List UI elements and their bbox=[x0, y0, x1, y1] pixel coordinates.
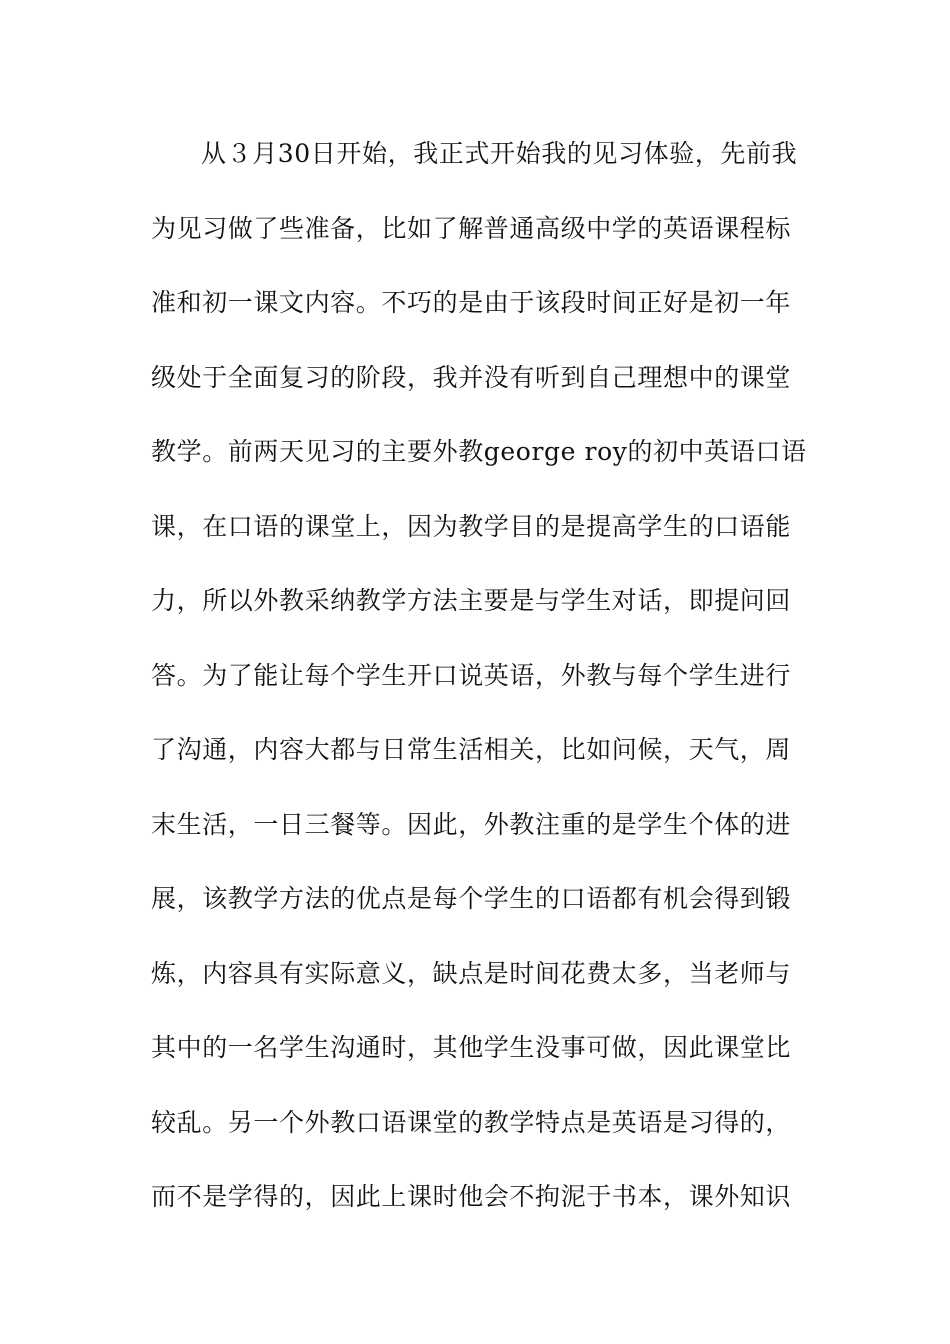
text-line: 末生活，一日三餐等。因此，外教注重的是学生个体的进 bbox=[151, 809, 792, 839]
text-line: 准和初一课文内容。不巧的是由于该段时间正好是初一年 bbox=[151, 288, 792, 317]
text-line: 从３月30日开始，我正式开始我的见习体验，先前我 bbox=[201, 139, 798, 168]
text-line: 而不是学得的，因此上课时他会不拘泥于书本，课外知识 bbox=[151, 1182, 792, 1211]
text-line: 展，该教学方法的优点是每个学生的口语都有机会得到锻 bbox=[151, 884, 792, 913]
text-line: 级处于全面复习的阶段，我并没有听到自己理想中的课堂 bbox=[151, 362, 792, 392]
text-line: 了沟通，内容大都与日常生活相关，比如问候，天气，周 bbox=[151, 735, 792, 764]
text-line: 为见习做了些准备，比如了解普通高级中学的英语课程标 bbox=[151, 213, 792, 243]
text-line: 课，在口语的课堂上，因为教学目的是提高学生的口语能 bbox=[151, 511, 792, 541]
text-line: 教学。前两天见习的主要外教george roy的初中英语口语 bbox=[151, 437, 807, 466]
text-line: 答。为了能让每个学生开口说英语，外教与每个学生进行 bbox=[151, 660, 792, 690]
text-line: 较乱。另一个外教口语课堂的教学特点是英语是习得的， bbox=[151, 1107, 792, 1137]
text-line: 力，所以外教采纳教学方法主要是与学生对话，即提问回 bbox=[151, 586, 792, 615]
body-paragraph bbox=[151, 132, 811, 1250]
text-line: 炼，内容具有实际意义，缺点是时间花费太多，当老师与 bbox=[151, 958, 792, 988]
text-line: 其中的一名学生沟通时，其他学生没事可做，因此课堂比 bbox=[151, 1033, 792, 1062]
